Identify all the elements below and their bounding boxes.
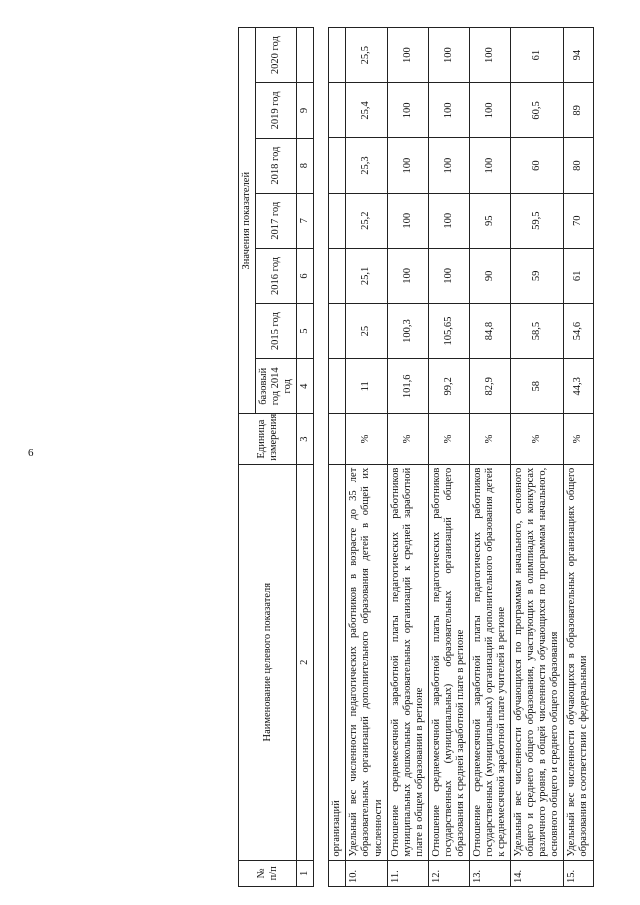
value-cell: 100	[428, 28, 469, 83]
value-cell: 100	[387, 83, 428, 138]
index-cell: 2	[297, 464, 314, 860]
value-cell: 11	[346, 359, 387, 414]
unit-cell: %	[511, 414, 564, 464]
table-row	[564, 28, 593, 887]
index-cell: 5	[297, 304, 314, 359]
value-cell: 100,3	[387, 303, 428, 358]
value-cell: 61	[511, 28, 564, 83]
value-cell: 61	[564, 248, 593, 303]
value-cell: 54,6	[564, 303, 593, 358]
value-cell: 60,5	[511, 83, 564, 138]
row-number: 10.	[346, 860, 387, 886]
indicator-name: Удельный вес численности педагогических работников в возрасте до 35 лет образовательных организаций дополнительного образования детей в общей их численности	[346, 464, 387, 860]
value-cell: 101,6	[387, 359, 428, 414]
value-cell: 25	[346, 303, 387, 358]
index-cell: 8	[297, 138, 314, 193]
value-cell: 100	[428, 138, 469, 193]
value-cell: 59,5	[511, 193, 564, 248]
year-header: базовый год 2014 год	[256, 359, 297, 414]
value-cell: 44,3	[564, 359, 593, 414]
value-cell: 89	[564, 83, 593, 138]
indicator-name: Отношение среднемесячной заработной платы педагогических работников государственных (муниципальных) образовательных организаций общего образования к средней заработной плате в регионе	[428, 464, 469, 860]
value-cell: 100	[387, 248, 428, 303]
index-cell: 3	[297, 414, 314, 464]
value-cell: 100	[387, 138, 428, 193]
value-cell: 95	[469, 193, 510, 248]
value-cell: 90	[469, 248, 510, 303]
value-cell: 80	[564, 138, 593, 193]
indicator-table-wrap	[238, 27, 594, 887]
table-row	[428, 28, 469, 887]
value-cell: 105,65	[428, 303, 469, 358]
index-cell: 9	[297, 83, 314, 138]
row-number: 11.	[387, 860, 428, 886]
value-cell: 94	[564, 28, 593, 83]
value-cell: 25,1	[346, 248, 387, 303]
col-values-header: Значения показателей	[239, 28, 256, 414]
continuation-text: организаций	[329, 464, 346, 860]
unit-cell: %	[564, 414, 593, 464]
value-cell: 58,5	[511, 303, 564, 358]
value-cell: 100	[387, 193, 428, 248]
indicator-name: Удельный вес численности обучающихся по программам начального, основного общего и среднего общего образования, участвующих в олимпиадах и конкурсах различного уровня, в общей численности обучающихся по программам начального, основного общего и среднего общего образования	[511, 464, 564, 860]
continuation-row	[329, 28, 346, 887]
unit-cell: %	[428, 414, 469, 464]
value-cell: 100	[469, 28, 510, 83]
value-cell: 25,5	[346, 28, 387, 83]
unit-cell: %	[387, 414, 428, 464]
value-cell: 70	[564, 193, 593, 248]
year-header: 2019 год	[256, 83, 297, 138]
value-cell: 60	[511, 138, 564, 193]
table-row	[511, 28, 564, 887]
year-header: 2017 год	[256, 193, 297, 248]
index-cell: 6	[297, 248, 314, 303]
index-cell: 7	[297, 193, 314, 248]
year-header: 2018 год	[256, 138, 297, 193]
indicator-name: Удельный вес численности обучающихся в образовательных организациях общего образования в соответствии с федеральными	[564, 464, 593, 860]
value-cell: 99,2	[428, 359, 469, 414]
year-header: 2016 год	[256, 248, 297, 303]
page-number: 6	[28, 447, 34, 459]
col-unit-header: Единица измерения	[239, 414, 297, 464]
row-number: 13.	[469, 860, 510, 886]
col-name-header: Наименование целевого показателя	[239, 464, 297, 860]
value-cell: 100	[428, 193, 469, 248]
year-header: 2015 год	[256, 304, 297, 359]
value-cell: 82,9	[469, 359, 510, 414]
index-cell: 1	[297, 860, 314, 886]
unit-cell: %	[469, 414, 510, 464]
value-cell: 100	[387, 28, 428, 83]
indicator-name: Отношение среднемесячной заработной платы педагогических работников муниципальных дошкольных образовательных организаций к средней заработной плате в общем образовании в регионе	[387, 464, 428, 860]
table-row	[469, 28, 510, 887]
year-header: 2020 год	[256, 28, 297, 83]
value-cell: 58	[511, 359, 564, 414]
row-number: 12.	[428, 860, 469, 886]
index-cell	[297, 28, 314, 83]
value-cell: 100	[469, 83, 510, 138]
index-cell: 4	[297, 359, 314, 414]
rotated-page	[210, 0, 640, 905]
value-cell: 100	[428, 83, 469, 138]
indicator-table	[328, 27, 593, 887]
col-number-header: № п/п	[239, 860, 297, 886]
row-number: 14.	[511, 860, 564, 886]
indicator-name: Отношение среднемесячной заработной платы педагогических работников государственных (муниципальных) организаций дополнительного образования детей к среднемесячной заработной плате учителей в регионе	[469, 464, 510, 860]
value-cell: 25,3	[346, 138, 387, 193]
unit-cell: %	[346, 414, 387, 464]
row-number: 15.	[564, 860, 593, 886]
header-table	[238, 27, 314, 887]
value-cell: 25,4	[346, 83, 387, 138]
value-cell: 59	[511, 248, 564, 303]
table-row	[346, 28, 387, 887]
value-cell: 25,2	[346, 193, 387, 248]
value-cell: 100	[469, 138, 510, 193]
value-cell: 84,8	[469, 303, 510, 358]
table-row	[387, 28, 428, 887]
value-cell: 100	[428, 248, 469, 303]
